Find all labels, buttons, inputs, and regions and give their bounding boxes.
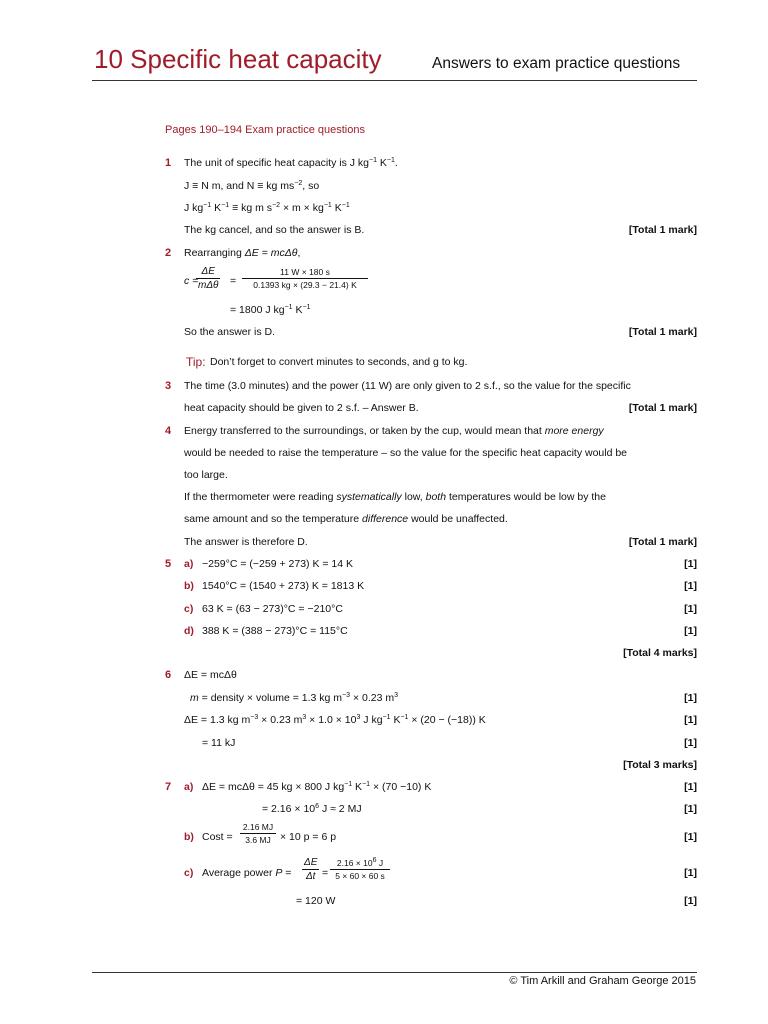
question-number: 4 bbox=[165, 425, 172, 437]
q1-line-2: J ≡ N m, and N ≡ kg $ms^{-2}$, so bbox=[184, 180, 320, 192]
total-mark: [Total 1 mark] bbox=[628, 402, 697, 414]
mark: [1] bbox=[684, 831, 697, 843]
fraction-cost: $\frac{2.16 MJ}{3.6 MJ}$ bbox=[240, 822, 276, 845]
total-mark: [Total 1 mark] bbox=[628, 536, 697, 548]
question-number: 6 bbox=[165, 669, 172, 681]
q1-line-3: J $kg^{-1}$ $K^{-1}$ ≡ kg m $s^{-2} \times m \times kg^{-1}$ $K^{-1}$ bbox=[184, 202, 350, 214]
question-number: 1 bbox=[165, 157, 172, 169]
tip-label: Tip: bbox=[186, 355, 206, 369]
q7-part-a: 7 a) ΔE = mcΔθ = 45 kg × 800 J $kg^{-1}$ $K^{-1} \times (70 -10)$ K [1] bbox=[165, 781, 697, 793]
page-title: 10 Specific heat capacity bbox=[94, 44, 382, 74]
fraction-numeric: $\frac{11 W \times 180 s}{0.1393 kg \times (29.3 - 21.4) K}$ bbox=[242, 267, 368, 290]
page-subtitle: Answers to exam practice questions bbox=[432, 55, 681, 72]
q5-part-d: d) 388 K = (388 − 273)°C = 115°C [1] bbox=[184, 625, 697, 637]
total-mark: [Total 1 mark] bbox=[628, 224, 697, 236]
q2-line-4: So the answer is D. [Total 1 mark] bbox=[184, 326, 697, 338]
question-number: 2 bbox=[165, 247, 172, 259]
fraction-power: $\frac{\Delta E}{\Delta t}$ bbox=[304, 857, 318, 882]
q5-part-b: b) 1540°C = (1540 + 273) K = 1813 K [1] bbox=[184, 580, 697, 592]
mark: [1] bbox=[684, 692, 697, 704]
mark: [1] bbox=[684, 867, 697, 879]
mark: [1] bbox=[684, 714, 697, 726]
question-number: 7 bbox=[165, 781, 172, 793]
total-mark: [Total 4 marks] bbox=[623, 647, 697, 659]
q5-part-c: c) 63 K = (63 − 273)°C = −210°C [1] bbox=[184, 603, 697, 615]
mark: [1] bbox=[684, 781, 697, 793]
mark: [1] bbox=[684, 558, 697, 570]
fraction-delta-e-over-m-delta-theta: ΔE mΔθ bbox=[198, 266, 219, 291]
mark: [1] bbox=[684, 625, 697, 637]
q7-part-b: b) Cost = × 10 p = 6 p [1] bbox=[184, 831, 697, 843]
question-number: 5 bbox=[165, 558, 172, 570]
mark: [1] bbox=[684, 895, 697, 907]
q2-line-1: 2 Rearranging ΔE = mcΔθ, bbox=[165, 247, 301, 259]
fraction-energy-over-time: $\frac{2.16 \times 10^6 J}{5 \times 60 \times 60 s}$ bbox=[330, 858, 390, 881]
q1-text: The unit of specific heat capacity is J kg bbox=[184, 157, 370, 169]
q5-part-a: 5 a) −259°C = (−259 + 273) K = 14 K [1] bbox=[165, 558, 697, 570]
q7-part-c: c) Average power P = = [1] bbox=[184, 867, 697, 879]
tip bbox=[0, 355, 768, 369]
mark: [1] bbox=[684, 580, 697, 592]
q1-line-1: 1 The unit of specific heat capacity is J $kg^{-1}$ $K^{-1}$. bbox=[165, 157, 398, 169]
mark: [1] bbox=[684, 603, 697, 615]
question-number: 3 bbox=[165, 380, 172, 392]
mark: [1] bbox=[684, 737, 697, 749]
footer-divider bbox=[92, 972, 697, 973]
q2-result: = 1800 J $kg^{-1}$ $K^{-1}$ bbox=[230, 304, 311, 316]
copyright-footer: © Tim Arkill and Graham George 2015 bbox=[509, 975, 696, 987]
q1-line-4: The kg cancel, and so the answer is B. [Total 1 mark] bbox=[184, 224, 697, 236]
header-divider bbox=[92, 80, 697, 81]
section-title: Pages 190–194 Exam practice questions bbox=[165, 124, 365, 136]
c-equals: c = bbox=[184, 275, 199, 287]
tip-text: Don’t forget to convert minutes to seconds, and g to kg. bbox=[210, 356, 468, 368]
total-mark: [Total 1 mark] bbox=[628, 326, 697, 338]
total-mark: [Total 3 marks] bbox=[623, 759, 697, 771]
mark: [1] bbox=[684, 803, 697, 815]
